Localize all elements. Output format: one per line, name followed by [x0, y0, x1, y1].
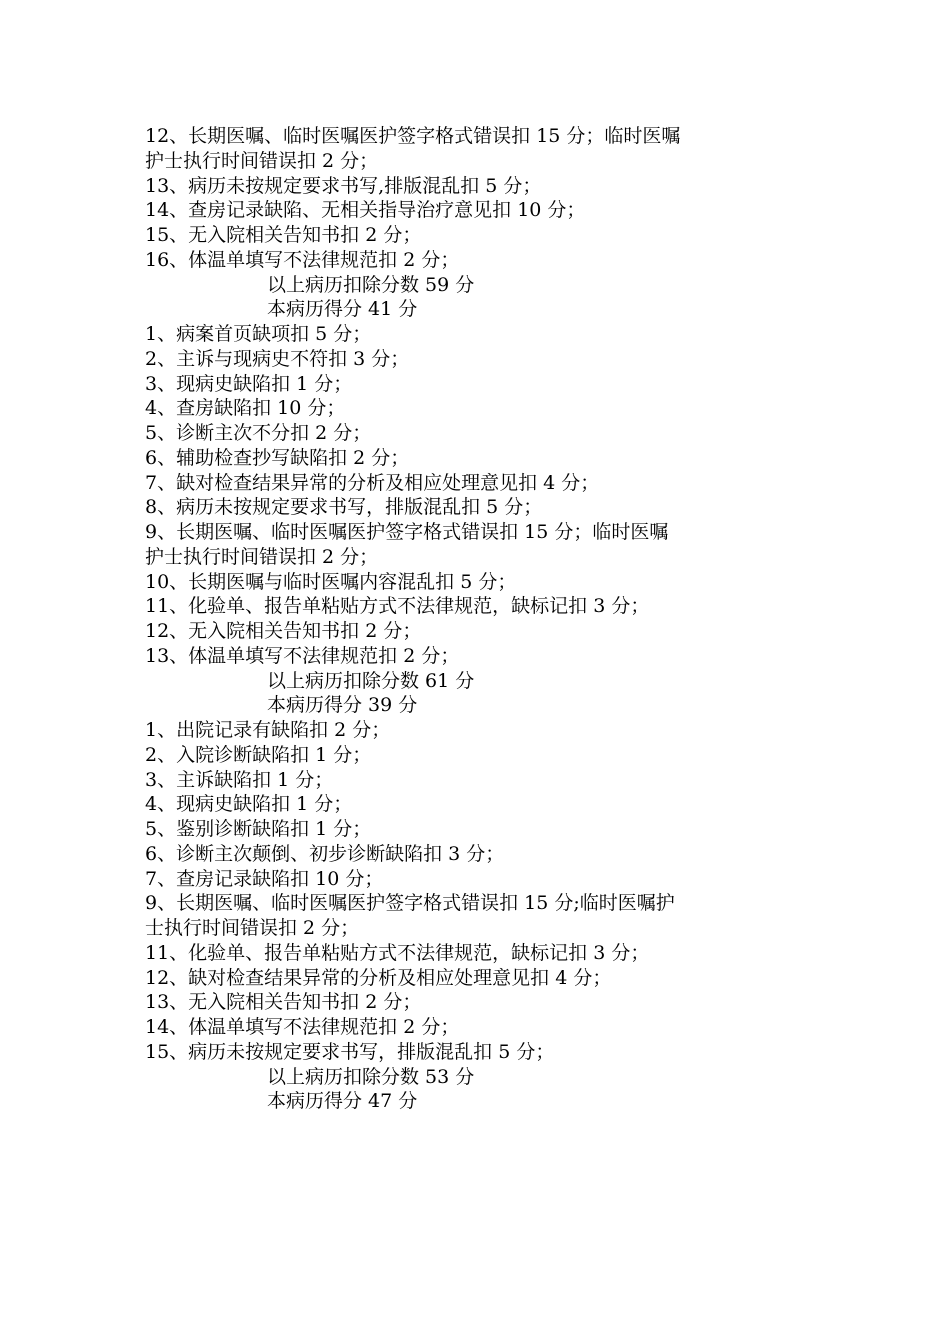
deduction-item-line: 10、长期医嘱与临时医嘱内容混乱扣 5 分； — [145, 570, 517, 593]
deduction-item-line: 护士执行时间错误扣 2 分； — [145, 149, 379, 172]
deduction-item-line: 12、长期医嘱、临时医嘱医护签字格式错误扣 15 分；临时医嘱 — [145, 125, 681, 147]
score-summary-line: 本病历得分 39 分 — [267, 694, 418, 717]
deduction-item-line: 12、缺对检查结果异常的分析及相应处理意见扣 4 分； — [145, 966, 612, 989]
deduction-item-line: 护士执行时间错误扣 2 分； — [145, 545, 379, 568]
deduction-item-line: 8、病历未按规定要求书写，排版混乱扣 5 分； — [145, 496, 543, 519]
score-summary-line: 本病历得分 41 分 — [267, 298, 418, 321]
deduction-item-line: 7、缺对检查结果异常的分析及相应处理意见扣 4 分； — [145, 471, 600, 494]
deduction-item-line: 14、查房记录缺陷、无相关指导治疗意见扣 10 分； — [145, 199, 586, 222]
score-summary-line: 以上病历扣除分数 53 分 — [267, 1065, 475, 1088]
deduction-item-line: 3、现病史缺陷扣 1 分； — [145, 372, 353, 395]
deduction-item-line: 6、诊断主次颠倒、初步诊断缺陷扣 3 分； — [145, 842, 505, 865]
deduction-item-line: 15、病历未按规定要求书写，排版混乱扣 5 分； — [145, 1040, 555, 1063]
deduction-item-line: 15、无入院相关告知书扣 2 分； — [145, 224, 422, 246]
deduction-item-line: 4、查房缺陷扣 10 分； — [145, 397, 346, 420]
deduction-item-line: 1、病案首页缺项扣 5 分； — [145, 323, 372, 345]
deduction-item-line: 6、辅助检查抄写缺陷扣 2 分； — [145, 446, 410, 469]
deduction-item-line: 11、化验单、报告单粘贴方式不法律规范，缺标记扣 3 分； — [145, 595, 650, 618]
deduction-item-line: 16、体温单填写不法律规范扣 2 分； — [145, 248, 460, 271]
document-body — [145, 124, 815, 1114]
deduction-item-line: 3、主诉缺陷扣 1 分； — [145, 768, 334, 791]
score-summary-line: 以上病历扣除分数 59 分 — [267, 273, 475, 296]
deduction-item-line: 13、体温单填写不法律规范扣 2 分； — [145, 644, 460, 667]
deduction-item-line: 7、查房记录缺陷扣 10 分； — [145, 867, 384, 890]
deduction-item-line: 13、无入院相关告知书扣 2 分； — [145, 991, 422, 1014]
deduction-item-line: 4、现病史缺陷扣 1 分； — [145, 793, 353, 816]
score-summary-line: 本病历得分 47 分 — [267, 1090, 418, 1113]
deduction-item-line: 11、化验单、报告单粘贴方式不法律规范，缺标记扣 3 分； — [145, 941, 650, 964]
deduction-item-line: 9、长期医嘱、临时医嘱医护签字格式错误扣 15 分;临时医嘱护 — [145, 892, 675, 915]
score-summary-line: 以上病历扣除分数 61 分 — [267, 669, 475, 692]
deduction-item-line: 2、主诉与现病史不符扣 3 分； — [145, 347, 410, 370]
deduction-item-line: 9、长期医嘱、临时医嘱医护签字格式错误扣 15 分；临时医嘱 — [145, 521, 669, 543]
deduction-item-line: 12、无入院相关告知书扣 2 分； — [145, 620, 422, 642]
deduction-item-line: 13、病历未按规定要求书写,排版混乱扣 5 分； — [145, 174, 542, 197]
deduction-item-line: 1、出院记录有缺陷扣 2 分； — [145, 719, 391, 741]
deduction-item-line: 5、鉴别诊断缺陷扣 1 分； — [145, 818, 372, 840]
deduction-item-line: 2、入院诊断缺陷扣 1 分； — [145, 743, 372, 766]
deduction-item-line: 士执行时间错误扣 2 分； — [145, 917, 360, 939]
deduction-item-line: 14、体温单填写不法律规范扣 2 分； — [145, 1016, 460, 1038]
deduction-item-line: 5、诊断主次不分扣 2 分； — [145, 422, 372, 444]
